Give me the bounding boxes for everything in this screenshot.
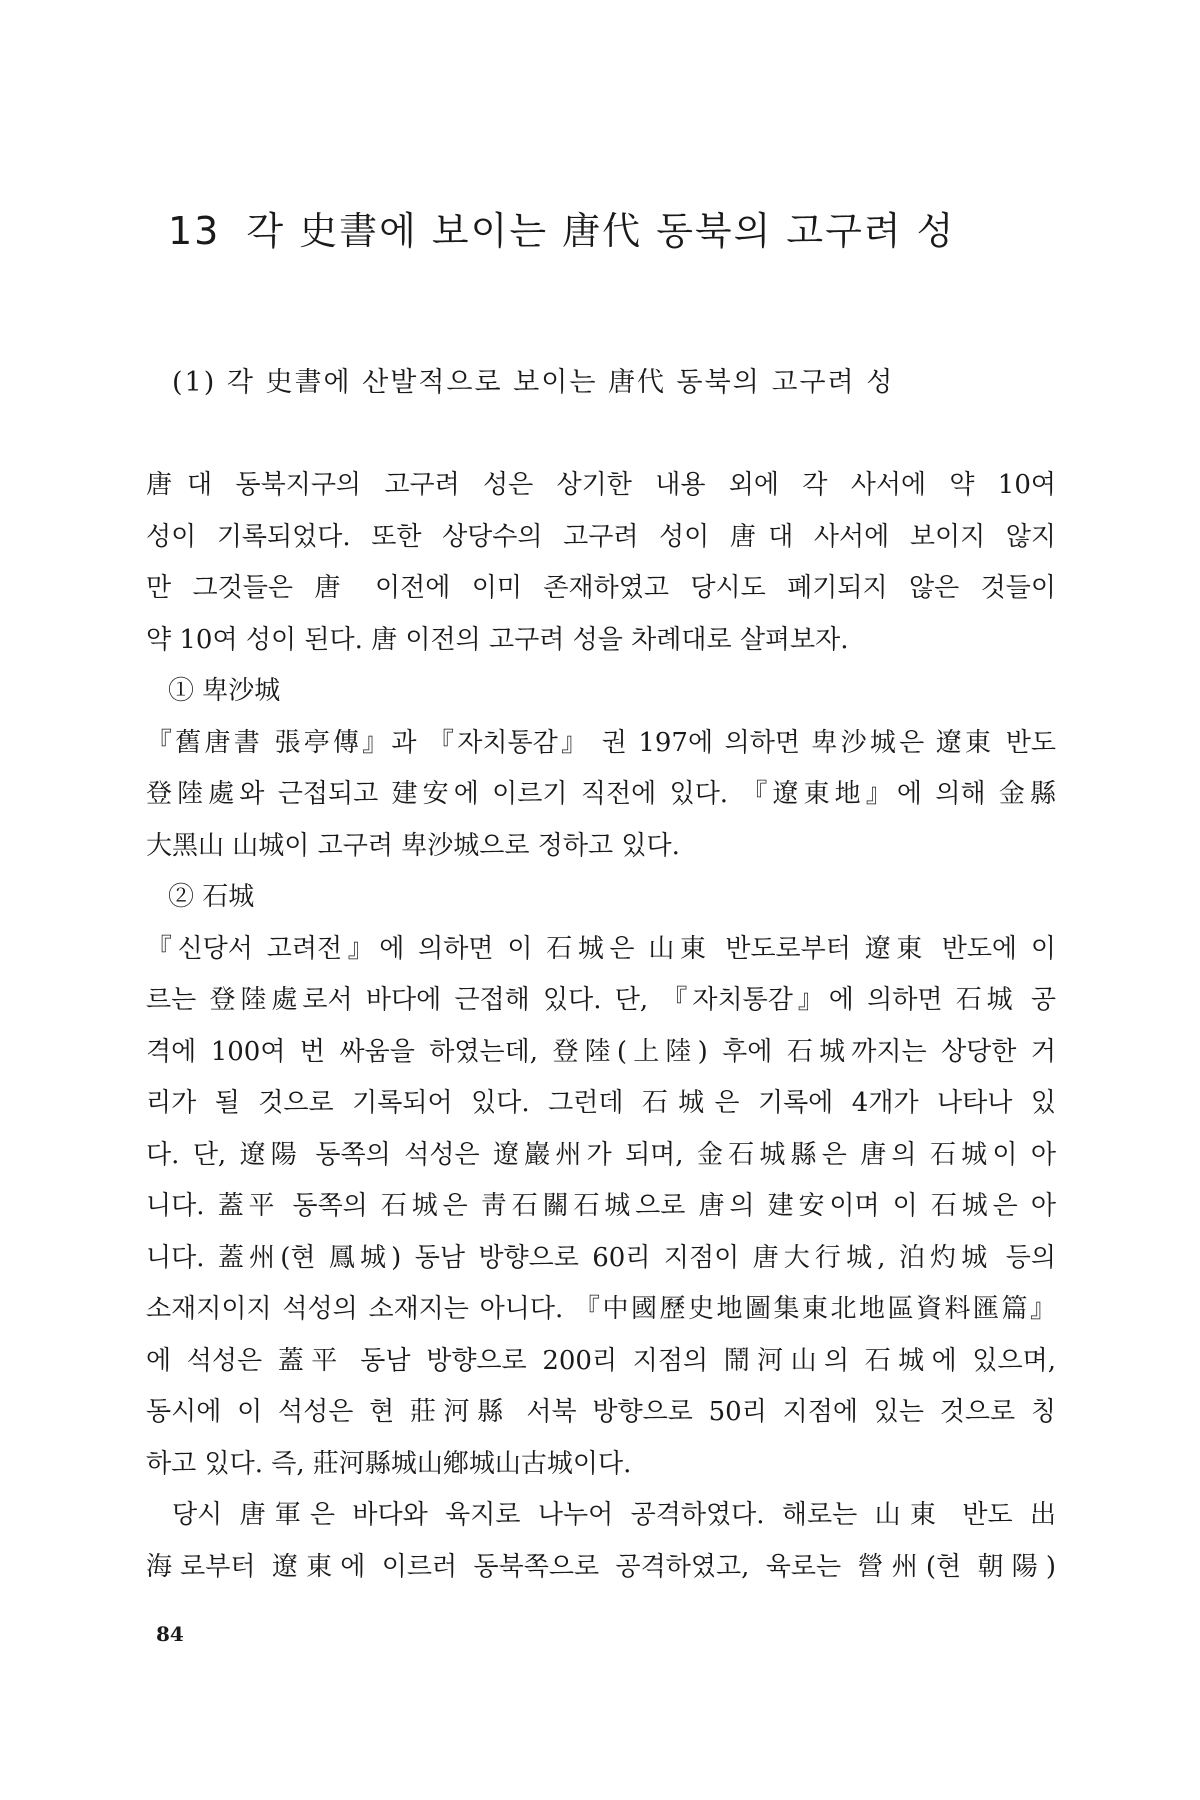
body-line: 르는 登陸處로서 바다에 근접해 있다. 단, 『자치통감』에 의하면 石城 공 [146,985,1056,1015]
section-title: (1) 각 史書에 산발적으로 보이는 唐代 동북의 고구려 성 [172,367,895,398]
body-line: 니다. 蓋平 동쪽의 石城은 靑石關石城으로 唐의 建安이며 이 石城은 아 [146,1191,1056,1221]
body-line: 海로부터 遼東에 이르러 동북쪽으로 공격하였고, 육로는 營州(현 朝陽) [146,1551,1056,1582]
page-number: 84 [156,1622,184,1646]
body-line: 하고 있다. 즉, 莊河縣城山鄕城山古城이다. [146,1448,632,1479]
body-line: 唐대 동북지구의 고구려 성은 상기한 내용 외에 각 사서에 약 10여 [146,470,1056,500]
body-line: 약 10여 성이 된다. 唐 이전의 고구려 성을 차례대로 살펴보자. [146,624,849,655]
chapter-title-text: 각 史書에 보이는 唐代 동북의 고구려 성 [246,209,956,253]
body-line: 에 석성은 蓋平 동남 방향으로 200리 지점의 鬧河山의 石城에 있으며, [146,1345,1056,1376]
body-line: 다. 단, 遼陽 동쪽의 석성은 遼巖州가 되며, 金石城縣은 唐의 石城이 아 [146,1139,1056,1170]
body-line: 동시에 이 석성은 현 莊河縣 서북 방향으로 50리 지점에 있는 것으로 칭 [146,1397,1056,1427]
list-item-heading: ① 卑沙城 [168,676,281,706]
body-line: 登陸處와 근접되고 建安에 이르기 직전에 있다. 『遼東地』에 의해 金縣 [146,779,1056,809]
chapter-number: 13 [168,209,221,253]
list-item-heading: ② 石城 [168,882,255,912]
chapter-title [168,200,955,255]
body-line: 니다. 蓋州(현 鳳城) 동남 방향으로 60리 지점이 唐大行城, 泊灼城 등의 [146,1242,1056,1273]
body-text [146,460,1056,1593]
body-line: 大黑山 山城이 고구려 卑沙城으로 정하고 있다. [146,830,680,861]
body-line: 만 그것들은 唐 이전에 이미 존재하였고 당시도 폐기되지 않은 것들이 [146,573,1056,603]
body-line: 소재지이지 석성의 소재지는 아니다. 『中國歷史地圖集東北地區資料匯篇』 [146,1294,1056,1324]
body-line: 성이 기록되었다. 또한 상당수의 고구려 성이 唐대 사서에 보이지 않지 [146,521,1056,552]
body-line: 리가 될 것으로 기록되어 있다. 그런데 石城은 기록에 4개가 나타나 있 [146,1088,1056,1118]
body-line: 『신당서 고려전』에 의하면 이 石城은 山東 반도로부터 遼東 반도에 이 [146,933,1056,964]
body-line: 『舊唐書 張亭傳』과 『자치통감』 권 197에 의하면 卑沙城은 遼東 반도 [146,727,1056,758]
body-line: 당시 唐軍은 바다와 육지로 나누어 공격하였다. 해로는 山東 반도 出 [172,1500,1056,1530]
body-line: 격에 100여 번 싸움을 하였는데, 登陸(上陸) 후에 石城까지는 상당한 거 [146,1036,1056,1067]
